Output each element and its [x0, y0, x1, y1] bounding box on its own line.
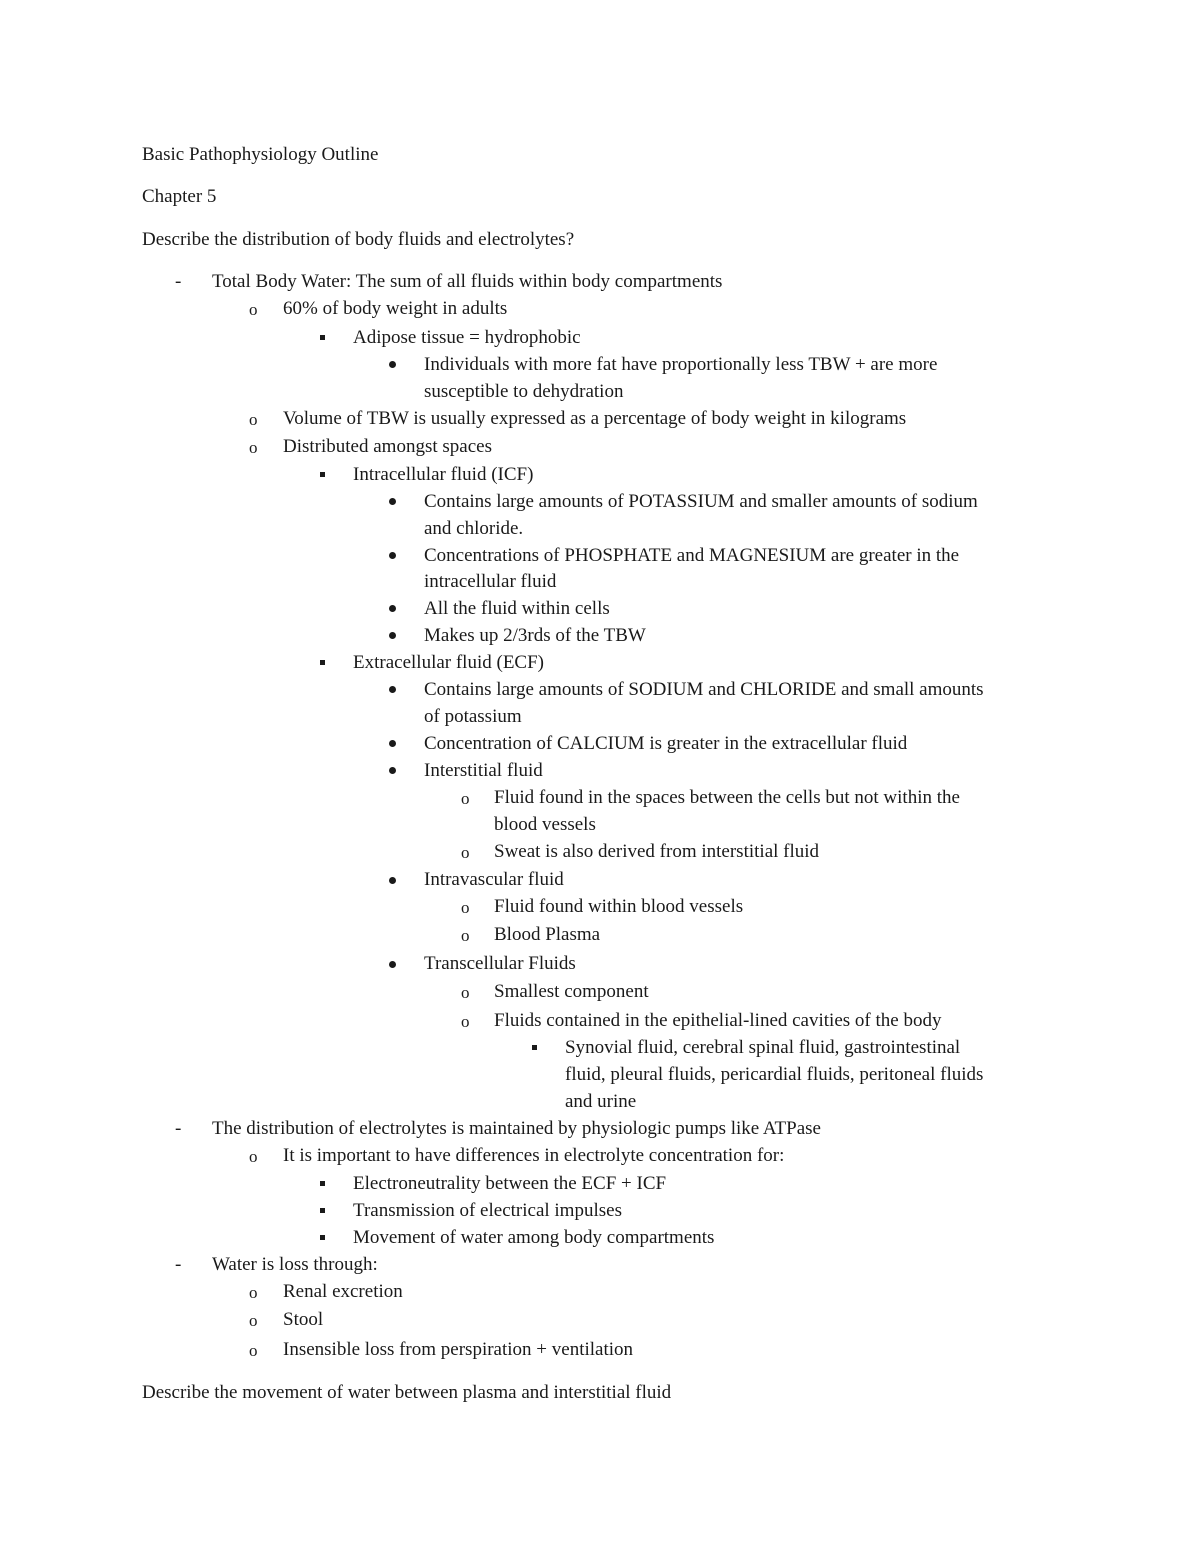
square-bullet — [320, 1181, 325, 1186]
circle-bullet: o — [249, 1283, 258, 1302]
list-item: Intravascular fluid — [424, 869, 564, 890]
dash-bullet: - — [175, 271, 182, 292]
circle-bullet: o — [461, 983, 470, 1002]
square-bullet — [320, 1208, 325, 1213]
circle-bullet: o — [461, 1012, 470, 1031]
circle-bullet: o — [249, 300, 258, 319]
list-item-continuation: susceptible to dehydration — [424, 381, 624, 402]
list-item: Transcellular Fluids — [424, 953, 576, 974]
dot-bullet — [389, 961, 396, 968]
list-item: The distribution of electrolytes is maintained by physiologic pumps like ATPase — [212, 1118, 821, 1139]
list-item: Volume of TBW is usually expressed as a percentage of body weight in kilograms — [283, 408, 907, 429]
question-heading: Describe the movement of water between plasma and interstitial fluid — [142, 1382, 672, 1403]
list-item: Concentration of CALCIUM is greater in the extracellular fluid — [424, 733, 908, 754]
list-item: Water is loss through: — [212, 1254, 378, 1275]
list-item-continuation: blood vessels — [494, 814, 596, 835]
dot-bullet — [389, 361, 396, 368]
square-bullet — [320, 472, 325, 477]
list-item: Fluids contained in the epithelial-lined cavities of the body — [494, 1010, 942, 1031]
chapter-heading: Chapter 5 — [142, 186, 217, 207]
list-item: Interstitial fluid — [424, 760, 543, 781]
circle-bullet: o — [461, 789, 470, 808]
list-item: Sweat is also derived from interstitial fluid — [494, 841, 820, 862]
dot-bullet — [389, 632, 396, 639]
list-item-continuation: of potassium — [424, 706, 522, 727]
list-item: Contains large amounts of SODIUM and CHLORIDE and small amounts — [424, 679, 984, 700]
circle-bullet: o — [249, 1147, 258, 1166]
list-item: Fluid found within blood vessels — [494, 896, 744, 917]
list-item: Stool — [283, 1309, 324, 1330]
dot-bullet — [389, 605, 396, 612]
square-bullet — [320, 335, 325, 340]
dash-bullet: - — [175, 1118, 182, 1139]
list-item: Electroneutrality between the ECF + ICF — [353, 1173, 667, 1194]
circle-bullet: o — [249, 438, 258, 457]
dot-bullet — [389, 740, 396, 747]
circle-bullet: o — [249, 410, 258, 429]
list-item: It is important to have differences in electrolyte concentration for: — [283, 1145, 785, 1166]
list-item-continuation: and urine — [565, 1091, 637, 1112]
circle-bullet: o — [461, 898, 470, 917]
dot-bullet — [389, 877, 396, 884]
list-item: Synovial fluid, cerebral spinal fluid, gastrointestinal — [565, 1037, 961, 1058]
list-item: Fluid found in the spaces between the cells but not within the — [494, 787, 960, 808]
circle-bullet: o — [461, 926, 470, 945]
circle-bullet: o — [461, 843, 470, 862]
question-heading: Describe the distribution of body fluids and electrolytes? — [142, 229, 575, 250]
list-item: Blood Plasma — [494, 924, 601, 945]
dot-bullet — [389, 767, 396, 774]
list-item: All the fluid within cells — [424, 598, 610, 619]
document-title: Basic Pathophysiology Outline — [142, 144, 379, 165]
dot-bullet — [389, 686, 396, 693]
list-item-continuation: intracellular fluid — [424, 571, 557, 592]
list-item: Individuals with more fat have proportionally less TBW + are more — [424, 354, 938, 375]
list-item: Insensible loss from perspiration + ventilation — [283, 1339, 634, 1360]
list-item: 60% of body weight in adults — [283, 298, 508, 319]
list-item: Movement of water among body compartments — [353, 1227, 715, 1248]
list-item: Distributed amongst spaces — [283, 436, 492, 457]
list-item: Extracellular fluid (ECF) — [353, 652, 544, 673]
dash-bullet: - — [175, 1254, 182, 1275]
list-item: Makes up 2/3rds of the TBW — [424, 625, 646, 646]
list-item: Transmission of electrical impulses — [353, 1200, 622, 1221]
square-bullet — [532, 1045, 537, 1050]
list-item-continuation: fluid, pleural fluids, pericardial fluids, peritoneal fluids — [565, 1064, 984, 1085]
list-item: Renal excretion — [283, 1281, 403, 1302]
list-item-continuation: and chloride. — [424, 518, 524, 539]
list-item: Adipose tissue = hydrophobic — [353, 327, 581, 348]
dot-bullet — [389, 498, 396, 505]
list-item: Smallest component — [494, 981, 649, 1002]
circle-bullet: o — [249, 1341, 258, 1360]
dot-bullet — [389, 552, 396, 559]
list-item: Total Body Water: The sum of all fluids within body compartments — [212, 271, 723, 292]
list-item: Contains large amounts of POTASSIUM and smaller amounts of sodium — [424, 491, 978, 512]
circle-bullet: o — [249, 1311, 258, 1330]
list-item: Concentrations of PHOSPHATE and MAGNESIUM are greater in the — [424, 545, 960, 566]
square-bullet — [320, 1235, 325, 1240]
square-bullet — [320, 660, 325, 665]
list-item: Intracellular fluid (ICF) — [353, 464, 534, 485]
